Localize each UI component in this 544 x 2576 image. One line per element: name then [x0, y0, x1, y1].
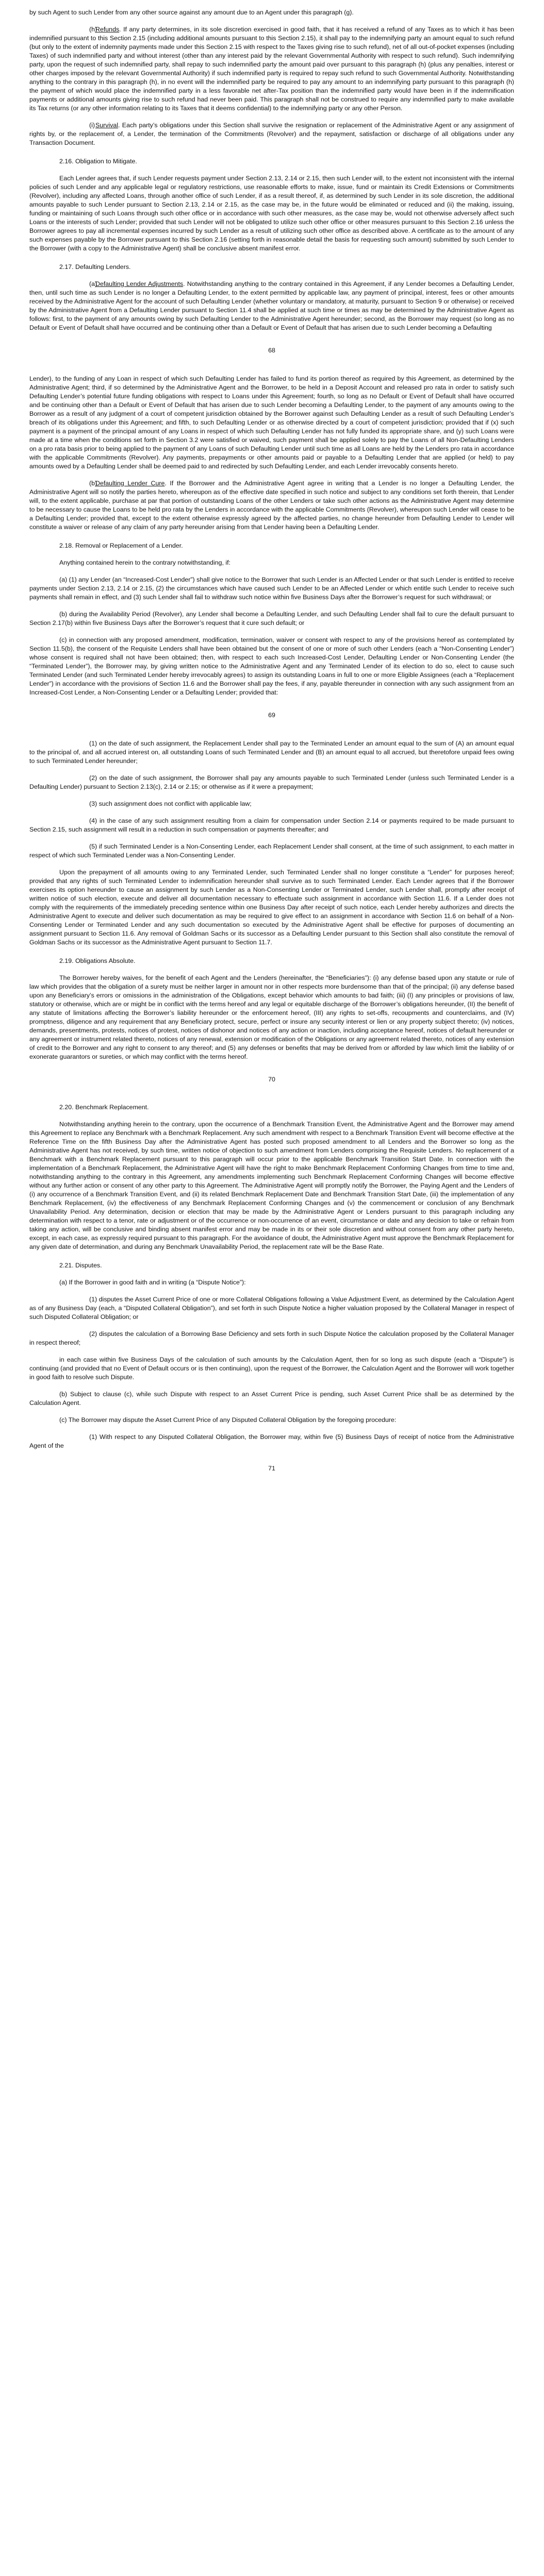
cure-title: Defaulting Lender Cure: [95, 480, 165, 487]
paragraph: Notwithstanding anything herein to the contrary, upon the occurrence of a Benchmark Transition Event, the Administrative Agent and the Borrower may amend this Agreement to replace any Benchmark with a Benchmark Replacement. Any such amendment with respect to a Benchmark Transition Event will become effective at the Reference Time on the fifth Business Day after the Administrative Agent has posted such proposed amendment to all Lenders and the Borrower so long as the Administrative Agent has not received, by such time, written notice of objection to such amendment from Lenders comprising the Requisite Lenders. No replacement of a Benchmark with a Benchmark Replacement pursuant to this paragraph will occur prior to the applicable Benchmark Transition Start Date. In connection with the implementation of a Benchmark Replacement, the Administrative Agent will have the right to make Benchmark Replacement Conforming Changes from time to time and, notwithstanding anything to the contrary in this Agreement, any amendments implementing such Benchmark Replacement Conforming Changes will become effective without any further action or consent of any other party to this Agreement. The Administrative Agent will promptly notify the Borrower, the Paying Agent and the Lenders of (i) any occurrence of a Benchmark Transition Event, and (ii) its related Benchmark Replacement Date and Benchmark Transition Start Date, (iii) the implementation of any Benchmark Replacement, (iv) the effectiveness of any Benchmark Replacement Conforming Changes and (v) the commencement or conclusion of any Benchmark Unavailability Period. Any determination, decision or election that may be made by the Administrative Agent or Lenders pursuant to this paragraph including any determination with respect to a tenor, rate or adjustment or of the occurrence or non-occurrence of an event, circumstance or date and any decision to take or refrain from taking any action, will be conclusive and binding absent manifest error and may be made in its or their sole discretion and without consent from any other party hereto, except, in each case, as expressly required pursuant to this paragraph. For the avoidance of doubt, the Administrative Agent must approve the Benchmark Replacement for any given date of determination, and during any Benchmark Unavailability Period, the replacement rate will be the Base Rate.: [29, 1121, 514, 1250]
section-heading: 2.21. Disputes.: [59, 1262, 102, 1269]
list-item: (1) With respect to any Disputed Collateral Obligation, the Borrower may, within five (5) Business Days of receipt of notice from the Administrative Agent of the: [29, 1433, 514, 1449]
adjustments-title: Defaulting Lender Adjustments: [95, 280, 184, 287]
list-item: (a) If the Borrower in good faith and in writing (a “Dispute Notice”):: [59, 1279, 246, 1286]
section-heading: 2.19. Obligations Absolute.: [59, 957, 136, 964]
section-heading: 2.20. Benchmark Replacement.: [59, 1104, 149, 1111]
refunds-title: Refunds: [95, 26, 120, 33]
paragraph: Upon the prepayment of all amounts owing to any Terminated Lender, such Terminated Lender shall no longer constitute a “Lender” for purposes hereof; provided that any rights of such Terminated Lender to indemnification hereunder shall survive as to such Terminated Lender. Each Lender agrees that if the Borrower exercises its option hereunder to cause an assignment by such Lender as a Non-Consenting Lender or Terminated Lender, such Lender shall, promptly after receipt of written notice of such election, execute and deliver all documentation necessary to effectuate such assignment in accordance with Section 11.6. If a Lender does not comply with the requirements of the immediately preceding sentence within one Business Day after receipt of such notice, each Lender hereby authorizes and directs the Administrative Agent to execute and deliver such documentation as may be required to give effect to an assignment in accordance with Section 11.6 on behalf of a Non-Consenting Lender or Terminated Lender and any such documentation so executed by the Administrative Agent shall be effective for purposes of documenting an assignment pursuant to Section 11.6. Any removal of Goldman Sachs or its successor as a Defaulting Lender pursuant to this Section shall also constitute the removal of Goldman Sachs or its successor as the Administrative Agent pursuant to Section 11.7.: [29, 869, 514, 946]
list-item: (1) disputes the Asset Current Price of one or more Collateral Obligations following a Value Adjustment Event, as determined by the Calculation Agent as of any Business Day (each, a “Disputed Collateral Obligation”), and set forth in such Dispute Notice a higher valuation proposed by the Collateral Manager in respect of such Disputed Collateral Obligation; or: [29, 1296, 514, 1320]
paragraph: Each Lender agrees that, if such Lender requests payment under Section 2.13, 2.14 or 2.15, then such Lender will, to the extent not inconsistent with the internal policies of such Lender and any applicable legal or regulatory restrictions, use reasonable efforts to make, issue, fund or maintain its Credit Extensions or Commitments (Revolver), including any affected Loans, through another office of such Lender, if as a result thereof, if, as determined by such Lender in its sole discretion, the additional amounts payable to such Lender pursuant to Section 2.13, 2.14 or 2.15, as the case may be, in the future would be eliminated or reduced and (ii) the making, issuing, funding or maintaining of such Loans through such other office or in accordance with such other measures, as the case may be, would not otherwise adversely affect such Loans or the interests of such Lender; provided that such Lender will not be obligated to utilize such other office or other measures pursuant to this Section 2.16 unless the Borrower agrees to pay all incremental expenses incurred by such Lender as a result of utilizing such other office as described above. A certificate as to the amount of any such expenses payable by the Borrower pursuant to this Section 2.16 (setting forth in reasonable detail the basis for requesting such amount) submitted by such Lender to the Borrower (with a copy to the Administrative Agent) shall be conclusive absent manifest error.: [29, 175, 514, 252]
document-body: [29, 8, 514, 1493]
page-number: 70: [268, 1076, 275, 1083]
section-defaulting-cure: (b)Defaulting Lender Cure. If the Borrower and the Administrative Agent agree in writing that a Lender is no longer a Defaulting Lender, the Administrative Agent will so notify the parties hereto, whereupon as of the effective date specified in such notice and subject to any conditions set forth therein, that Lender will, to the extent applicable, purchase at par that portion of outstanding Loans of the other Lenders or take such other actions as the Administrative Agent may determine to be necessary to cause the Loans to be held pro rata by the Lenders in accordance with the applicable Commitments (Revolver), whereupon such Lender will cease to be a Defaulting Lender; provided that, except to the extent otherwise expressly agreed by the affected parties, no change hereunder from Defaulting Lender to Lender will constitute a waiver or release of any claim of any party hereunder arising from that Lender having been a Defaulting Lender.: [29, 480, 514, 531]
list-item: (a) (1) any Lender (an “Increased-Cost Lender”) shall give notice to the Borrower that such Lender is an Affected Lender or that such Lender is entitled to receive payments under Section 2.13, 2.14 or 2.15, (2) the circumstances which have caused such Lender to be an Affected Lender or which entitle such Lender to receive such payments shall remain in effect, and (3) such Lender shall fail to withdraw such notice within five Business Days after the Borrower’s request for such withdrawal; or: [29, 576, 514, 601]
page-number: 69: [268, 711, 275, 719]
list-item: (1) on the date of such assignment, the Replacement Lender shall pay to the Terminated Lender an amount equal to the sum of (A) an amount equal to the principal of, and all accrued interest on, all outstanding Loans of such Terminated Lender and (B) an amount equal to all accrued, but theretofore unpaid fees owing to such Terminated Lender hereunder;: [29, 740, 514, 765]
section-defaulting-adjustments: (a)Defaulting Lender Adjustments. Notwithstanding anything to the contrary contained in this Agreement, if any Lender becomes a Defaulting Lender, then, until such time as such Lender is no longer a Defaulting Lender, to the extent permitted by applicable law, any payment of principal, interest, fees or other amounts received by the Administrative Agent for the account of such Defaulting Lender (whether voluntary or mandatory, at maturity, pursuant to Section 9 or otherwise) or received by the Administrative Agent from a Defaulting Lender pursuant to Section 11.4 shall be applied at such time or times as may be determined by the Administrative Agent as follows: first, to the payment of any amounts owing by such Defaulting Lender to the Administrative Agent hereunder; second, as the Borrower may request (so long as no Default or Event of Default shall have occurred and be continuing other than a Default or Event of Default that has arisen due to such Lender becoming a Defaulting: [29, 280, 514, 331]
paragraph: The Borrower hereby waives, for the benefit of each Agent and the Lenders (hereinafter, the “Beneficiaries”): (i) any defense based upon any statute or rule of law which provides that the obligation of a surety must be neither larger in amount nor in other respects more burdensome than that of the principal; (ii) any defense based upon any Beneficiary’s errors or omissions in the administration of the Obligations, except behavior which amounts to bad faith; (iii) (I) any principles or provisions of law, statutory or otherwise, which are or might be in conflict with the terms hereof and any legal or equitable discharge of the Borrower’s obligations hereunder, (II) the benefit of any statute of limitations affecting the Borrower’s liability hereunder or the enforcement hereof, (III) any rights to set-offs, recoupments and counterclaims, and (IV) promptness, diligence and any requirement that any Beneficiary protect, secure, perfect or insure any security interest or lien or any property subject thereto; (iv) notices, demands, presentments, protests, notices of protest, notices of dishonor and notices of any action or inaction, including acceptance hereof, notices of default hereunder or any agreement or instrument related thereto, notices of any renewal, extension or modification of the Obligations or any agreement related thereto, notices of any extension of credit to the Borrower and any right to consent to any thereof; and (5) any defenses or benefits that may be derived from or afforded by law which limit the liability of or exonerate guarantors or sureties, or which may conflict with the terms hereof.: [29, 974, 514, 1060]
paragraph: Lender), to the funding of any Loan in respect of which such Defaulting Lender has failed to fund its portion thereof as required by this Agreement, as determined by the Administrative Agent; third, if so determined by the Administrative Agent and the Borrower, to be held in a Deposit Account and released pro rata in order to satisfy such Defaulting Lender’s potential future funding obligations with respect to Loans under this Agreement; fourth, so long as no Default or Event of Default shall have occurred and be continuing other than a Default or Event of Default that has arisen due to such Lender becoming a Defaulting Lender, to the payment of any amounts owing to the Borrower as a result of any judgment of a court of competent jurisdiction obtained by the Borrower against such Defaulting Lender as a result of such Defaulting Lender’s breach of its obligations under this Agreement; and fifth, to such Defaulting Lender or as otherwise directed by a court of competent jurisdiction; provided that if (x) such payment is a payment of the principal amount of any Loans in respect of which such Defaulting Lender has not fully funded its appropriate share, and (y) such Loans were made at a time when the conditions set forth in Section 3.2 were satisfied or waived, such payment shall be applied solely to pay the Loans of all Non-Defaulting Lenders on a pro rata basis prior to being applied to the payment of any Loans of such Defaulting Lender until such time as all Loans are held by the Lenders pro rata in accordance with the applicable Commitments (Revolver). Any payments, prepayments or other amounts paid or payable to a Defaulting Lender that are applied (or held) to pay amounts owed by a Defaulting Lender shall be deemed paid to and redirected by such Defaulting Lender, and each Lender irrevocably consents hereto.: [29, 375, 514, 470]
page-number: 71: [268, 1465, 275, 1472]
section-heading: 2.17. Defaulting Lenders.: [59, 263, 131, 270]
list-item: (c) in connection with any proposed amendment, modification, termination, waiver or consent with respect to any of the provisions hereof as contemplated by Section 11.5(b), the consent of the Requisite Lenders shall have been obtained but the consent of one or more of such other Lenders (each a “Non-Consenting Lender”) whose consent is required shall not have been obtained; then, with respect to each such Increased-Cost Lender, Defaulting Lender or Non-Consenting Lender (the “Terminated Lender”), the Borrower may, by giving written notice to the Administrative Agent and any Terminated Lender of its election to do so, elect to cause such Terminated Lender (and such Terminated Lender hereby irrevocably agrees) to assign its outstanding Loans in full to one or more Eligible Assignees (each a “Replacement Lender”) in accordance with the provisions of Section 11.6 and the Borrower shall pay the fees, if any, payable thereunder in connection with any such assignment from an Increased-Cost Lender, a Non-Consenting Lender or a Defaulting Lender; provided that:: [29, 636, 514, 696]
list-item: (b) during the Availability Period (Revolver), any Lender shall become a Defaulting Lender, and such Defaulting Lender shall fail to cure the default pursuant to Section 2.17(b) within five Business Days after the Borrower’s request that it cure such default; or: [29, 611, 514, 626]
list-item: (2) on the date of such assignment, the Borrower shall pay any amounts payable to such Terminated Lender (unless such Terminated Lender is a Defaulting Lender) pursuant to Section 2.13(c), 2.14 or 2.15; or otherwise as if it were a prepayment;: [29, 774, 514, 790]
paragraph: in each case within five Business Days of the calculation of such amounts by the Calculation Agent, then for so long as such dispute (each a “Dispute”) is continuing (and provided that no Event of Default occurs or is then continuing), upon the request of the Borrower, the Calculation Agent and the Borrower will work together in good faith to resolve such Dispute.: [29, 1356, 514, 1381]
section-refunds: (h)Refunds. If any party determines, in its sole discretion exercised in good faith, that it has received a refund of any Taxes as to which it has been indemnified pursuant to this Section 2.15 (including additional amounts pursuant to this Section 2.15), it shall pay to the indemnifying party an amount equal to such refund (but only to the extent of indemnity payments made under this Section 2.15 with respect to the Taxes giving rise to such refund), net of all out-of-pocket expenses (including Taxes) of such indemnified party and without interest (other than any interest paid by the relevant Governmental Authority with respect to such refund). Such indemnifying party, upon the request of such indemnified party, shall repay to such indemnified party the amount paid over pursuant to this paragraph (h) (plus any penalties, interest or other charges imposed by the relevant Governmental Authority) if such indemnified party is required to repay such refund to such Governmental Authority. Notwithstanding anything to the contrary in this paragraph (h), in no event will the indemnified party be required to pay any amount to an indemnifying party pursuant to this paragraph (h) the payment of which would place the indemnified party in a less favorable net after-Tax position than the indemnified party would have been in if the indemnification payments or additional amounts giving rise to such refund had never been paid. This paragraph shall not be construed to require any indemnified party to make available its Tax returns (or any other information relating to its Taxes that it deems confidential) to the indemnifying party or any other Person.: [29, 26, 514, 112]
paragraph: by such Agent to such Lender from any other source against any amount due to an Agent under this paragraph (g).: [29, 9, 354, 16]
survival-title: Survival: [95, 122, 119, 129]
paragraph: Anything contained herein to the contrary notwithstanding, if:: [59, 559, 231, 566]
list-item: (c) The Borrower may dispute the Asset Current Price of any Disputed Collateral Obligation by the foregoing procedure:: [59, 1416, 397, 1423]
list-item: (5) if such Terminated Lender is a Non-Consenting Lender, each Replacement Lender shall consent, at the time of such assignment, to each matter in respect of which such Terminated Lender was a Non-Consenting Lender.: [29, 843, 514, 859]
section-heading: 2.18. Removal or Replacement of a Lender.: [59, 542, 183, 549]
section-heading: 2.16. Obligation to Mitigate.: [59, 158, 137, 165]
list-item: (3) such assignment does not conflict with applicable law;: [89, 800, 252, 807]
page-number: 68: [268, 347, 275, 354]
list-item: (4) in the case of any such assignment resulting from a claim for compensation under Section 2.14 or payments required to be made pursuant to Section 2.15, such assignment will result in a reduction in such compensation or payments thereafter; and: [29, 817, 514, 833]
section-survival: (i)Survival. Each party’s obligations under this Section shall survive the resignation or replacement of the Administrative Agent or any assignment of rights by, or the replacement of, a Lender, the termination of the Commitments (Revolver) and the repayment, satisfaction or discharge of all obligations under any Transaction Document.: [29, 122, 514, 146]
list-item: (2) disputes the calculation of a Borrowing Base Deficiency and sets forth in such Dispute Notice the calculation proposed by the Collateral Manager in respect thereof;: [29, 1330, 514, 1346]
list-item: (b) Subject to clause (c), while such Dispute with respect to an Asset Current Price is pending, such Asset Current Price shall be as determined by the Calculation Agent.: [29, 1391, 514, 1406]
